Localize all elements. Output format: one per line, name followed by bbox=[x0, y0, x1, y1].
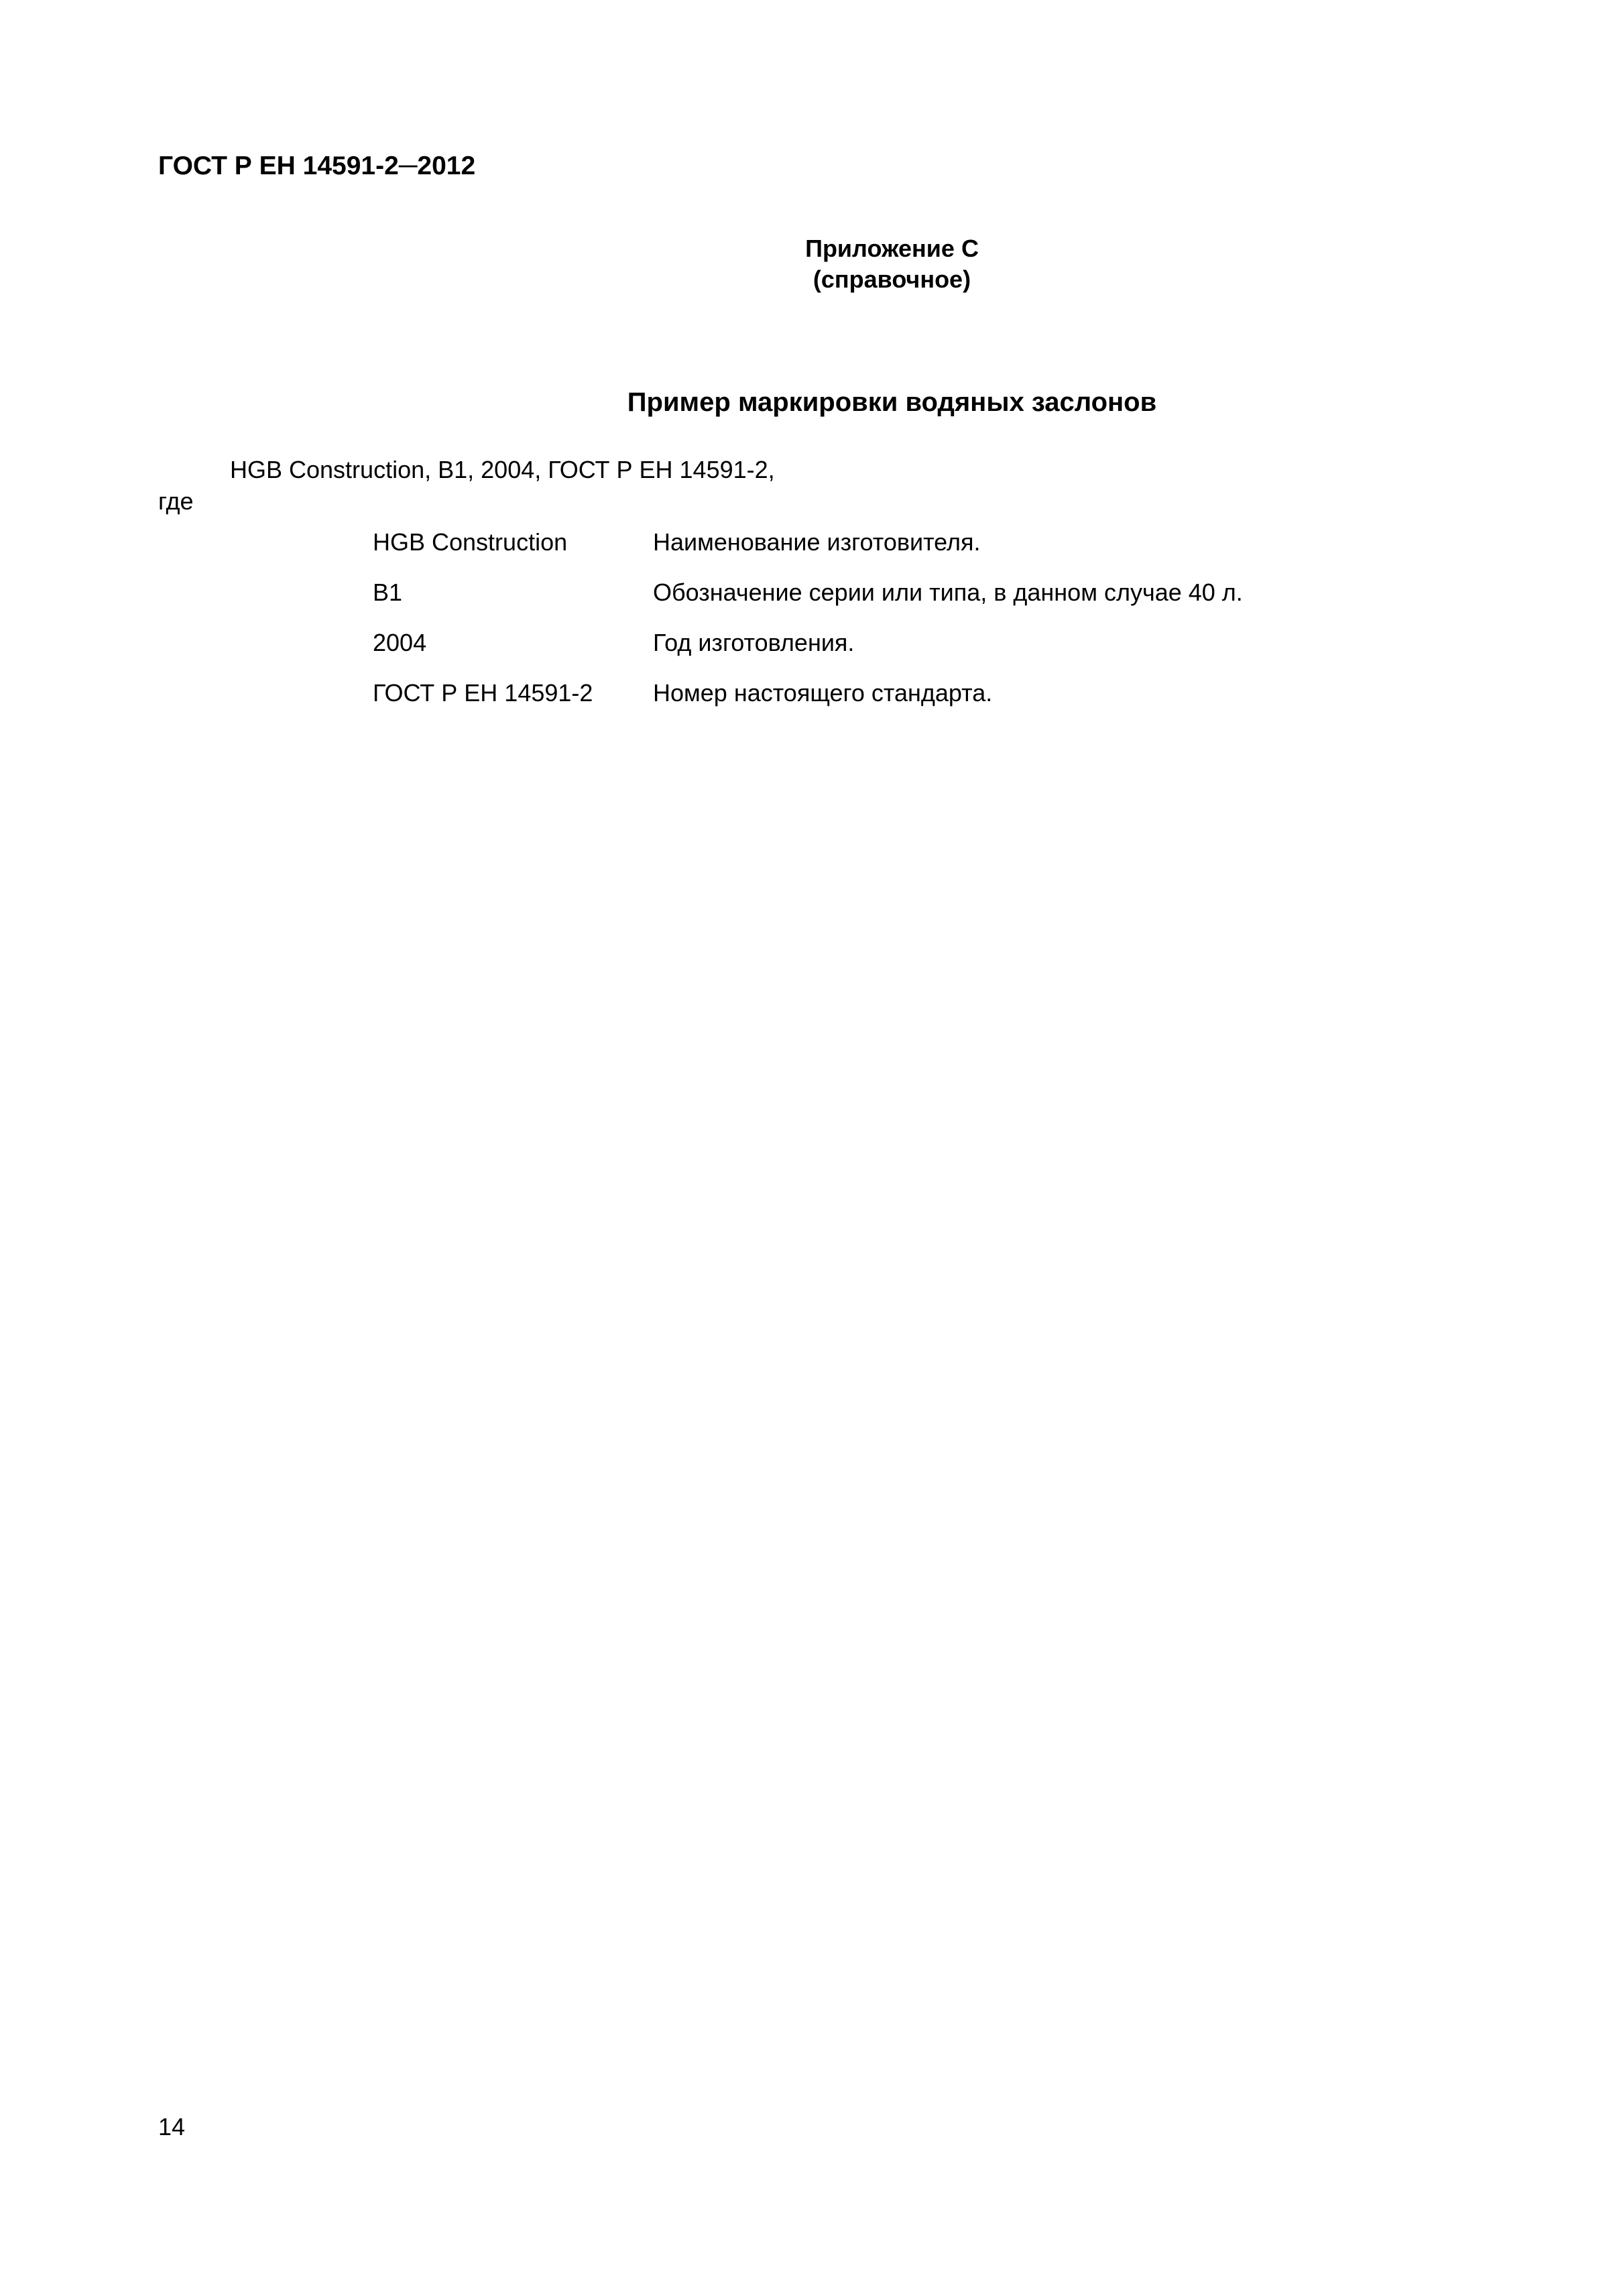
legend-row bbox=[373, 679, 1243, 729]
marking-example: HGB Construction, B1, 2004, ГОСТ Р ЕН 14591-2, bbox=[230, 456, 775, 483]
legend-definition: Наименование изготовителя. bbox=[653, 528, 981, 556]
legend-row bbox=[373, 528, 1243, 579]
legend-term: B1 bbox=[373, 579, 403, 606]
document-code: ГОСТ Р ЕН 14591-2─2012 bbox=[158, 152, 476, 180]
legend-definition: Обозначение серии или типа, в данном случае 40 л. bbox=[653, 579, 1243, 606]
annex-title: Приложение С bbox=[805, 235, 979, 262]
legend-term: 2004 bbox=[373, 629, 427, 656]
legend-term: HGB Construction bbox=[373, 528, 568, 556]
legend-row bbox=[373, 629, 1243, 679]
where-label: где bbox=[158, 487, 194, 515]
legend-definition: Номер настоящего стандарта. bbox=[653, 679, 993, 707]
section-title-text: Пример маркировки водяных заслонов bbox=[627, 387, 1157, 417]
page-number: 14 bbox=[158, 2113, 186, 2140]
section-title bbox=[0, 387, 1623, 418]
legend-definition: Год изготовления. bbox=[653, 629, 855, 656]
marking-legend bbox=[373, 528, 1243, 729]
legend-row bbox=[373, 579, 1243, 629]
annex-status: (справочное) bbox=[813, 265, 971, 293]
legend-term: ГОСТ Р ЕН 14591-2 bbox=[373, 679, 593, 707]
annex-heading bbox=[0, 233, 1623, 295]
